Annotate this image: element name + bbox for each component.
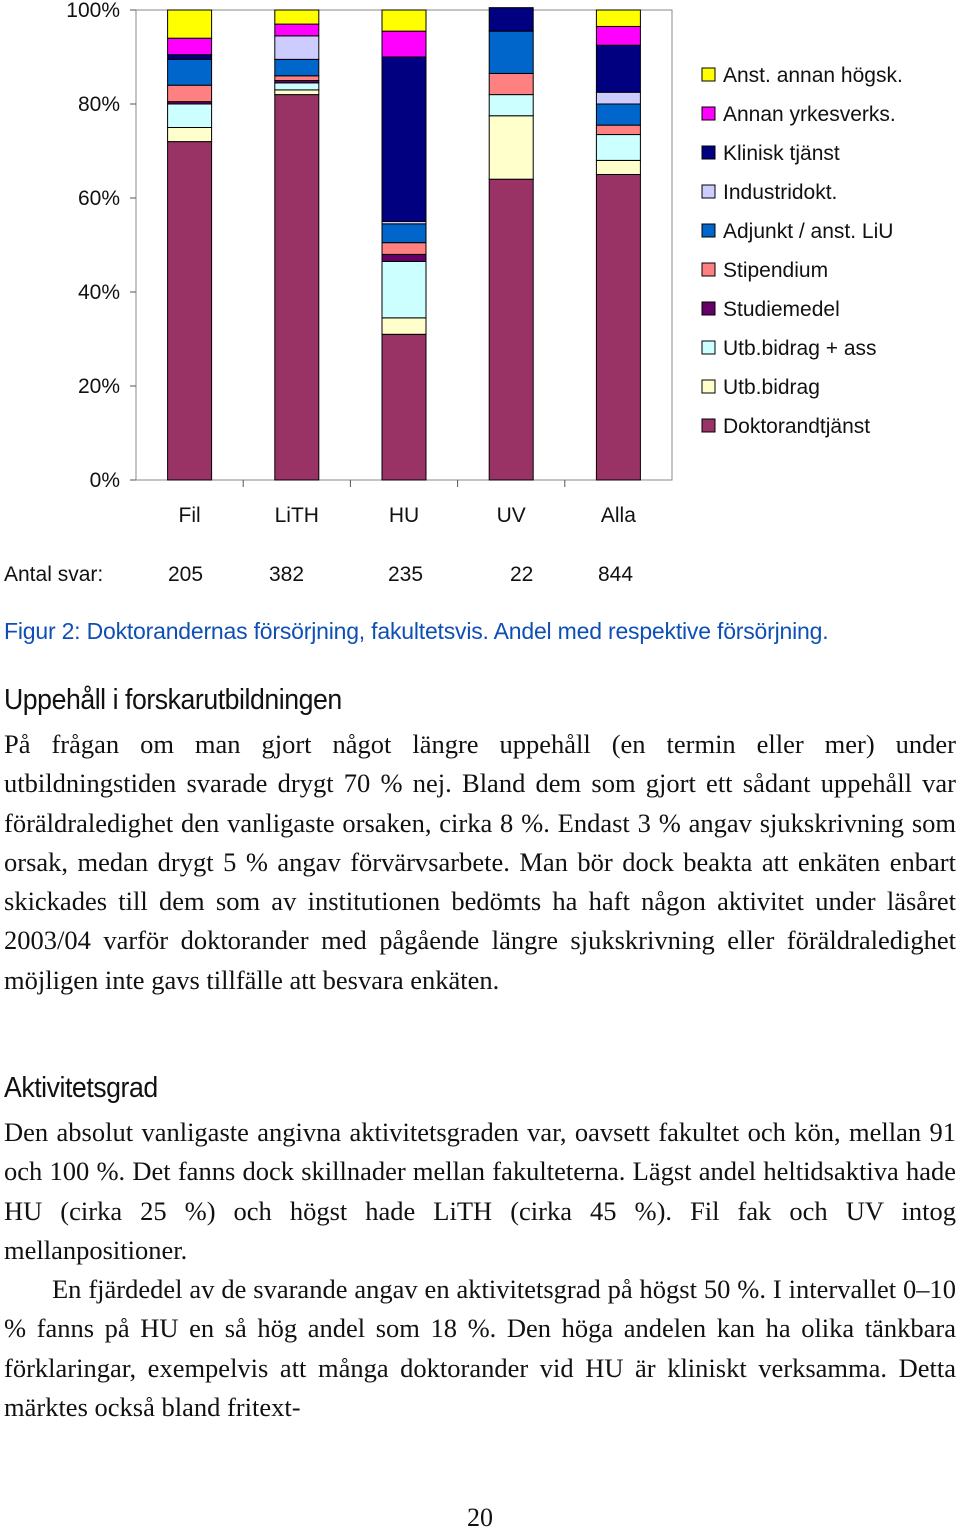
legend-swatch bbox=[702, 185, 715, 198]
bar-segment bbox=[596, 175, 640, 481]
bar-segment bbox=[275, 76, 319, 81]
bar-segment bbox=[596, 26, 640, 45]
legend-label: Studiemedel bbox=[723, 298, 840, 321]
bar-segment bbox=[489, 95, 533, 116]
bar-segment bbox=[382, 31, 426, 57]
figure-caption: Figur 2: Doktorandernas försörjning, fakultetsvis. Andel med respektive försörjning. bbox=[4, 618, 829, 644]
legend-label: Industridokt. bbox=[723, 181, 838, 204]
bar-segment bbox=[489, 116, 533, 179]
category-label: Fil bbox=[178, 504, 201, 527]
paragraph-uppehall: På frågan om man gjort något längre uppehåll (en termin eller mer) under utbildningstiden svarade drygt 70 % nej. Bland dem som gjort ett sådant uppehåll var föräldraledighet den vanligaste orsaken, cirka 8 %. Endast 3 % angav sjukskrivning som orsak, medan drygt 5 % angav förvärvsarbete. Man bör dock beakta att enkäten enbart skickades till dem som av institutionen bedömts ha haft någon aktivitet under läsåret 2003/04 varför doktorander med pågående längre sjukskrivning eller föräldraledighet möjligen inte gavs tillfälle att besvara enkäten. bbox=[4, 729, 956, 995]
legend-label: Annan yrkesverks. bbox=[723, 103, 896, 126]
bar-segment bbox=[168, 104, 212, 128]
legend-swatch bbox=[702, 263, 715, 276]
antal-svar-row bbox=[4, 563, 954, 591]
bar-segment bbox=[168, 85, 212, 101]
antal-svar-alla: 844 bbox=[598, 563, 634, 586]
legend-label: Utb.bidrag bbox=[723, 376, 820, 399]
y-tick-label: 60% bbox=[77, 187, 120, 210]
bar-segment bbox=[168, 128, 212, 142]
antal-svar-label: Antal svar: bbox=[4, 563, 104, 586]
bar-segment bbox=[382, 57, 426, 222]
bar-segment bbox=[596, 104, 640, 125]
bar-segment bbox=[168, 59, 212, 85]
bar-segment bbox=[168, 142, 212, 480]
bar-segment bbox=[382, 10, 426, 31]
antal-svar-lith: 382 bbox=[269, 563, 305, 586]
category-label: LiTH bbox=[274, 504, 319, 527]
bar-segment bbox=[382, 254, 426, 261]
bar-segment bbox=[382, 334, 426, 480]
bar-segment bbox=[382, 224, 426, 243]
antal-svar-hu: 235 bbox=[388, 563, 424, 586]
bar-segment bbox=[596, 160, 640, 174]
bar-segment bbox=[275, 95, 319, 480]
legend-swatch bbox=[702, 302, 715, 315]
bar-segment bbox=[275, 36, 319, 60]
bar-segment bbox=[168, 38, 212, 54]
page-number: 20 bbox=[467, 1503, 493, 1532]
bar-segment bbox=[596, 92, 640, 104]
section-heading-uppehall: Uppehåll i forskarutbildningen bbox=[4, 684, 342, 716]
legend-swatch bbox=[702, 341, 715, 354]
bar-segment bbox=[489, 179, 533, 480]
category-label: UV bbox=[496, 504, 526, 527]
paragraph-aktivitetsgrad-2: En fjärdedel av de svarande angav en aktivitetsgrad på högst 50 %. I intervallet 0–10 % fanns på HU en så hög andel som 18 %. Den höga andelen kan ha olika tänkbara förklaringar, exempelvis att många doktorander vid HU är kliniskt verksamma. Detta märktes också bland fritext- bbox=[4, 1274, 956, 1422]
legend-label: Klinisk tjänst bbox=[723, 142, 840, 165]
bar-segment bbox=[275, 10, 319, 24]
bar-segment bbox=[275, 59, 319, 75]
legend-swatch bbox=[702, 68, 715, 81]
y-tick-label: 100% bbox=[66, 0, 120, 22]
bar-segment bbox=[596, 135, 640, 161]
legend-label: Adjunkt / anst. LiU bbox=[723, 220, 894, 243]
bar-segment bbox=[596, 125, 640, 134]
legend-label: Doktorandtjänst bbox=[723, 415, 871, 438]
y-tick-label: 20% bbox=[77, 375, 120, 398]
bar-segment bbox=[489, 8, 533, 32]
legend-swatch bbox=[702, 107, 715, 120]
section-heading-aktivitetsgrad: Aktivitetsgrad bbox=[4, 1072, 158, 1104]
bar-segment bbox=[489, 31, 533, 73]
y-tick-label: 0% bbox=[89, 469, 120, 492]
legend-swatch bbox=[702, 380, 715, 393]
bar-segment bbox=[168, 55, 212, 60]
y-tick-label: 40% bbox=[77, 281, 120, 304]
bar-segment bbox=[489, 73, 533, 94]
legend-label: Stipendium bbox=[723, 259, 829, 282]
category-label: Alla bbox=[600, 504, 636, 527]
bar-segment bbox=[275, 24, 319, 36]
category-label: HU bbox=[388, 504, 420, 527]
antal-svar-fil: 205 bbox=[168, 563, 204, 586]
bar-segment bbox=[382, 261, 426, 317]
antal-svar-uv: 22 bbox=[510, 563, 534, 586]
legend-swatch bbox=[702, 146, 715, 159]
bar-segment bbox=[382, 318, 426, 334]
paragraph-aktivitetsgrad-1: Den absolut vanligaste angivna aktivitetsgraden var, oavsett fakultet och kön, mellan 91 och 100 %. Det fanns dock skillnader mellan fakulteterna. Lägst andel heltidsaktiva hade HU (cirka 25 %) och högst hade LiTH (cirka 45 %). Fil fak och UV intog mellanpositioner. bbox=[4, 1117, 956, 1265]
legend-swatch bbox=[702, 224, 715, 237]
bar-segment bbox=[596, 10, 640, 26]
bar-segment bbox=[596, 45, 640, 92]
legend-swatch bbox=[702, 419, 715, 432]
legend-label: Anst. annan högsk. bbox=[723, 64, 903, 87]
bar-segment bbox=[275, 90, 319, 95]
bar-segment bbox=[382, 243, 426, 255]
legend-label: Utb.bidrag + ass bbox=[723, 337, 877, 360]
stacked-bar-chart bbox=[0, 0, 960, 545]
bar-segment bbox=[168, 10, 212, 38]
bar-segment bbox=[275, 83, 319, 90]
y-tick-label: 80% bbox=[77, 93, 120, 116]
